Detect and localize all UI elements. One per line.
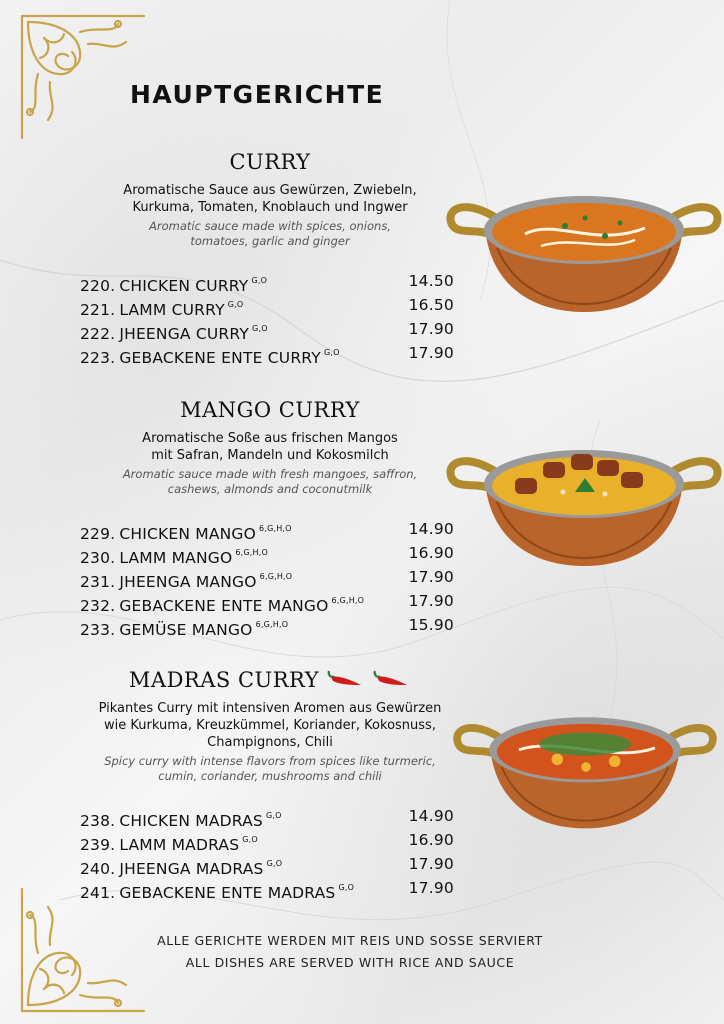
price: 17.90: [408, 344, 454, 362]
chili-icon: [371, 668, 411, 696]
allergen-codes: G,O: [323, 348, 340, 357]
allergen-codes: G,O: [242, 835, 258, 844]
price: 14.50: [408, 272, 454, 290]
mango-curry-dish-image: [445, 432, 723, 574]
price: 17.90: [408, 568, 454, 586]
menu-list: [80, 517, 460, 637]
price: 16.90: [408, 544, 454, 562]
description-en: Aromatic sauce made with spices, onions, tomatoes, garlic and ginger: [149, 219, 391, 248]
price: 17.90: [408, 855, 454, 873]
menu-item: 221. LAMM CURRY $^{G,O}$ 16.50: [80, 293, 460, 317]
section-title: CURRY: [229, 150, 311, 174]
page-title: HAUPTGERICHTE: [130, 80, 385, 109]
description-de: Aromatische Soße aus frischen Mangos mit Safran, Mandeln und Kokosmilch: [142, 431, 398, 463]
menu-list: [80, 269, 460, 365]
menu-item: 241. GEBACKENE ENTE MADRAS $^{G,O}$ 17.90: [80, 876, 460, 900]
allergen-codes: 6,G,H,O: [331, 596, 365, 605]
menu-list: [80, 804, 460, 900]
allergen-codes: 6,G,H,O: [259, 524, 292, 533]
footer-note-en: ALL DISHES ARE SERVED WITH RICE AND SAUCE: [185, 955, 515, 970]
description-en: Spicy curry with intense flavors from spices like turmeric, cumin, coriander, mushrooms and chili: [104, 754, 436, 783]
footer-note-de: ALLE GERICHTE WERDEN MIT REIS UND SOSSE SERVIERT: [157, 933, 543, 948]
menu-item: 229. CHICKEN MANGO $^{6,G,H,O}$ 14.90: [80, 517, 460, 541]
allergen-codes: G,O: [227, 300, 244, 309]
price: 15.90: [408, 616, 454, 634]
price: 17.90: [408, 592, 454, 610]
price: 14.90: [408, 807, 454, 825]
menu-item: 222. JHEENGA CURRY $^{G,O}$ 17.90: [80, 317, 460, 341]
section-mango-curry: [80, 396, 460, 637]
menu-item: 230. LAMM MANGO $^{6,G,H,O}$ 16.90: [80, 541, 460, 565]
description-de: Aromatische Sauce aus Gewürzen, Zwiebeln, Kurkuma, Tomaten, Knoblauch und Ingwer: [123, 183, 417, 215]
allergen-codes: G,O: [265, 811, 282, 820]
allergen-codes: 6,G,H,O: [235, 548, 269, 557]
ornament-corner-icon: [18, 12, 148, 142]
section-madras-curry: [80, 666, 460, 900]
madras-curry-dish-image: [450, 700, 720, 836]
description-de: Pikantes Curry mit intensiven Aromen aus Gewürzen wie Kurkuma, Kreuzkümmel, Koriander, Kokosnuss, Champignons, Chili: [98, 701, 442, 750]
price: 16.50: [408, 296, 454, 314]
menu-item: 233. GEMÜSE MANGO $^{6,G,H,O}$ 15.90: [80, 613, 460, 637]
menu-item: 220. CHICKEN CURRY $^{G,O}$ 14.50: [80, 269, 460, 293]
allergen-codes: G,O: [338, 883, 355, 892]
section-title: MADRAS CURRY: [80, 666, 460, 694]
menu-item: 240. JHEENGA MADRAS $^{G,O}$ 17.90: [80, 852, 460, 876]
price: 17.90: [408, 320, 454, 338]
description-en: Aromatic sauce made with fresh mangoes, saffron, cashews, almonds and coconutmilk: [122, 467, 418, 496]
price: 17.90: [408, 879, 454, 897]
price: 14.90: [408, 520, 454, 538]
section-curry: [80, 148, 460, 365]
price: 16.90: [408, 831, 454, 849]
chili-icon: [325, 668, 365, 696]
section-title: MANGO CURRY: [180, 398, 360, 422]
curry-dish-image: [445, 178, 723, 320]
menu-item: 223. GEBACKENE ENTE CURRY $^{G,O}$ 17.90: [80, 341, 460, 365]
menu-item: 238. CHICKEN MADRAS $^{G,O}$ 14.90: [80, 804, 460, 828]
allergen-codes: 6,G,H,O: [255, 620, 289, 629]
allergen-codes: G,O: [252, 324, 268, 333]
menu-item: 239. LAMM MADRAS $^{G,O}$ 16.90: [80, 828, 460, 852]
allergen-codes: G,O: [251, 276, 268, 285]
menu-item: 231. JHEENGA MANGO $^{6,G,H,O}$ 17.90: [80, 565, 460, 589]
allergen-codes: 6,G,H,O: [259, 572, 293, 581]
menu-item: 232. GEBACKENE ENTE MANGO $^{6,G,H,O}$ 17.90: [80, 589, 460, 613]
allergen-codes: G,O: [266, 859, 283, 868]
